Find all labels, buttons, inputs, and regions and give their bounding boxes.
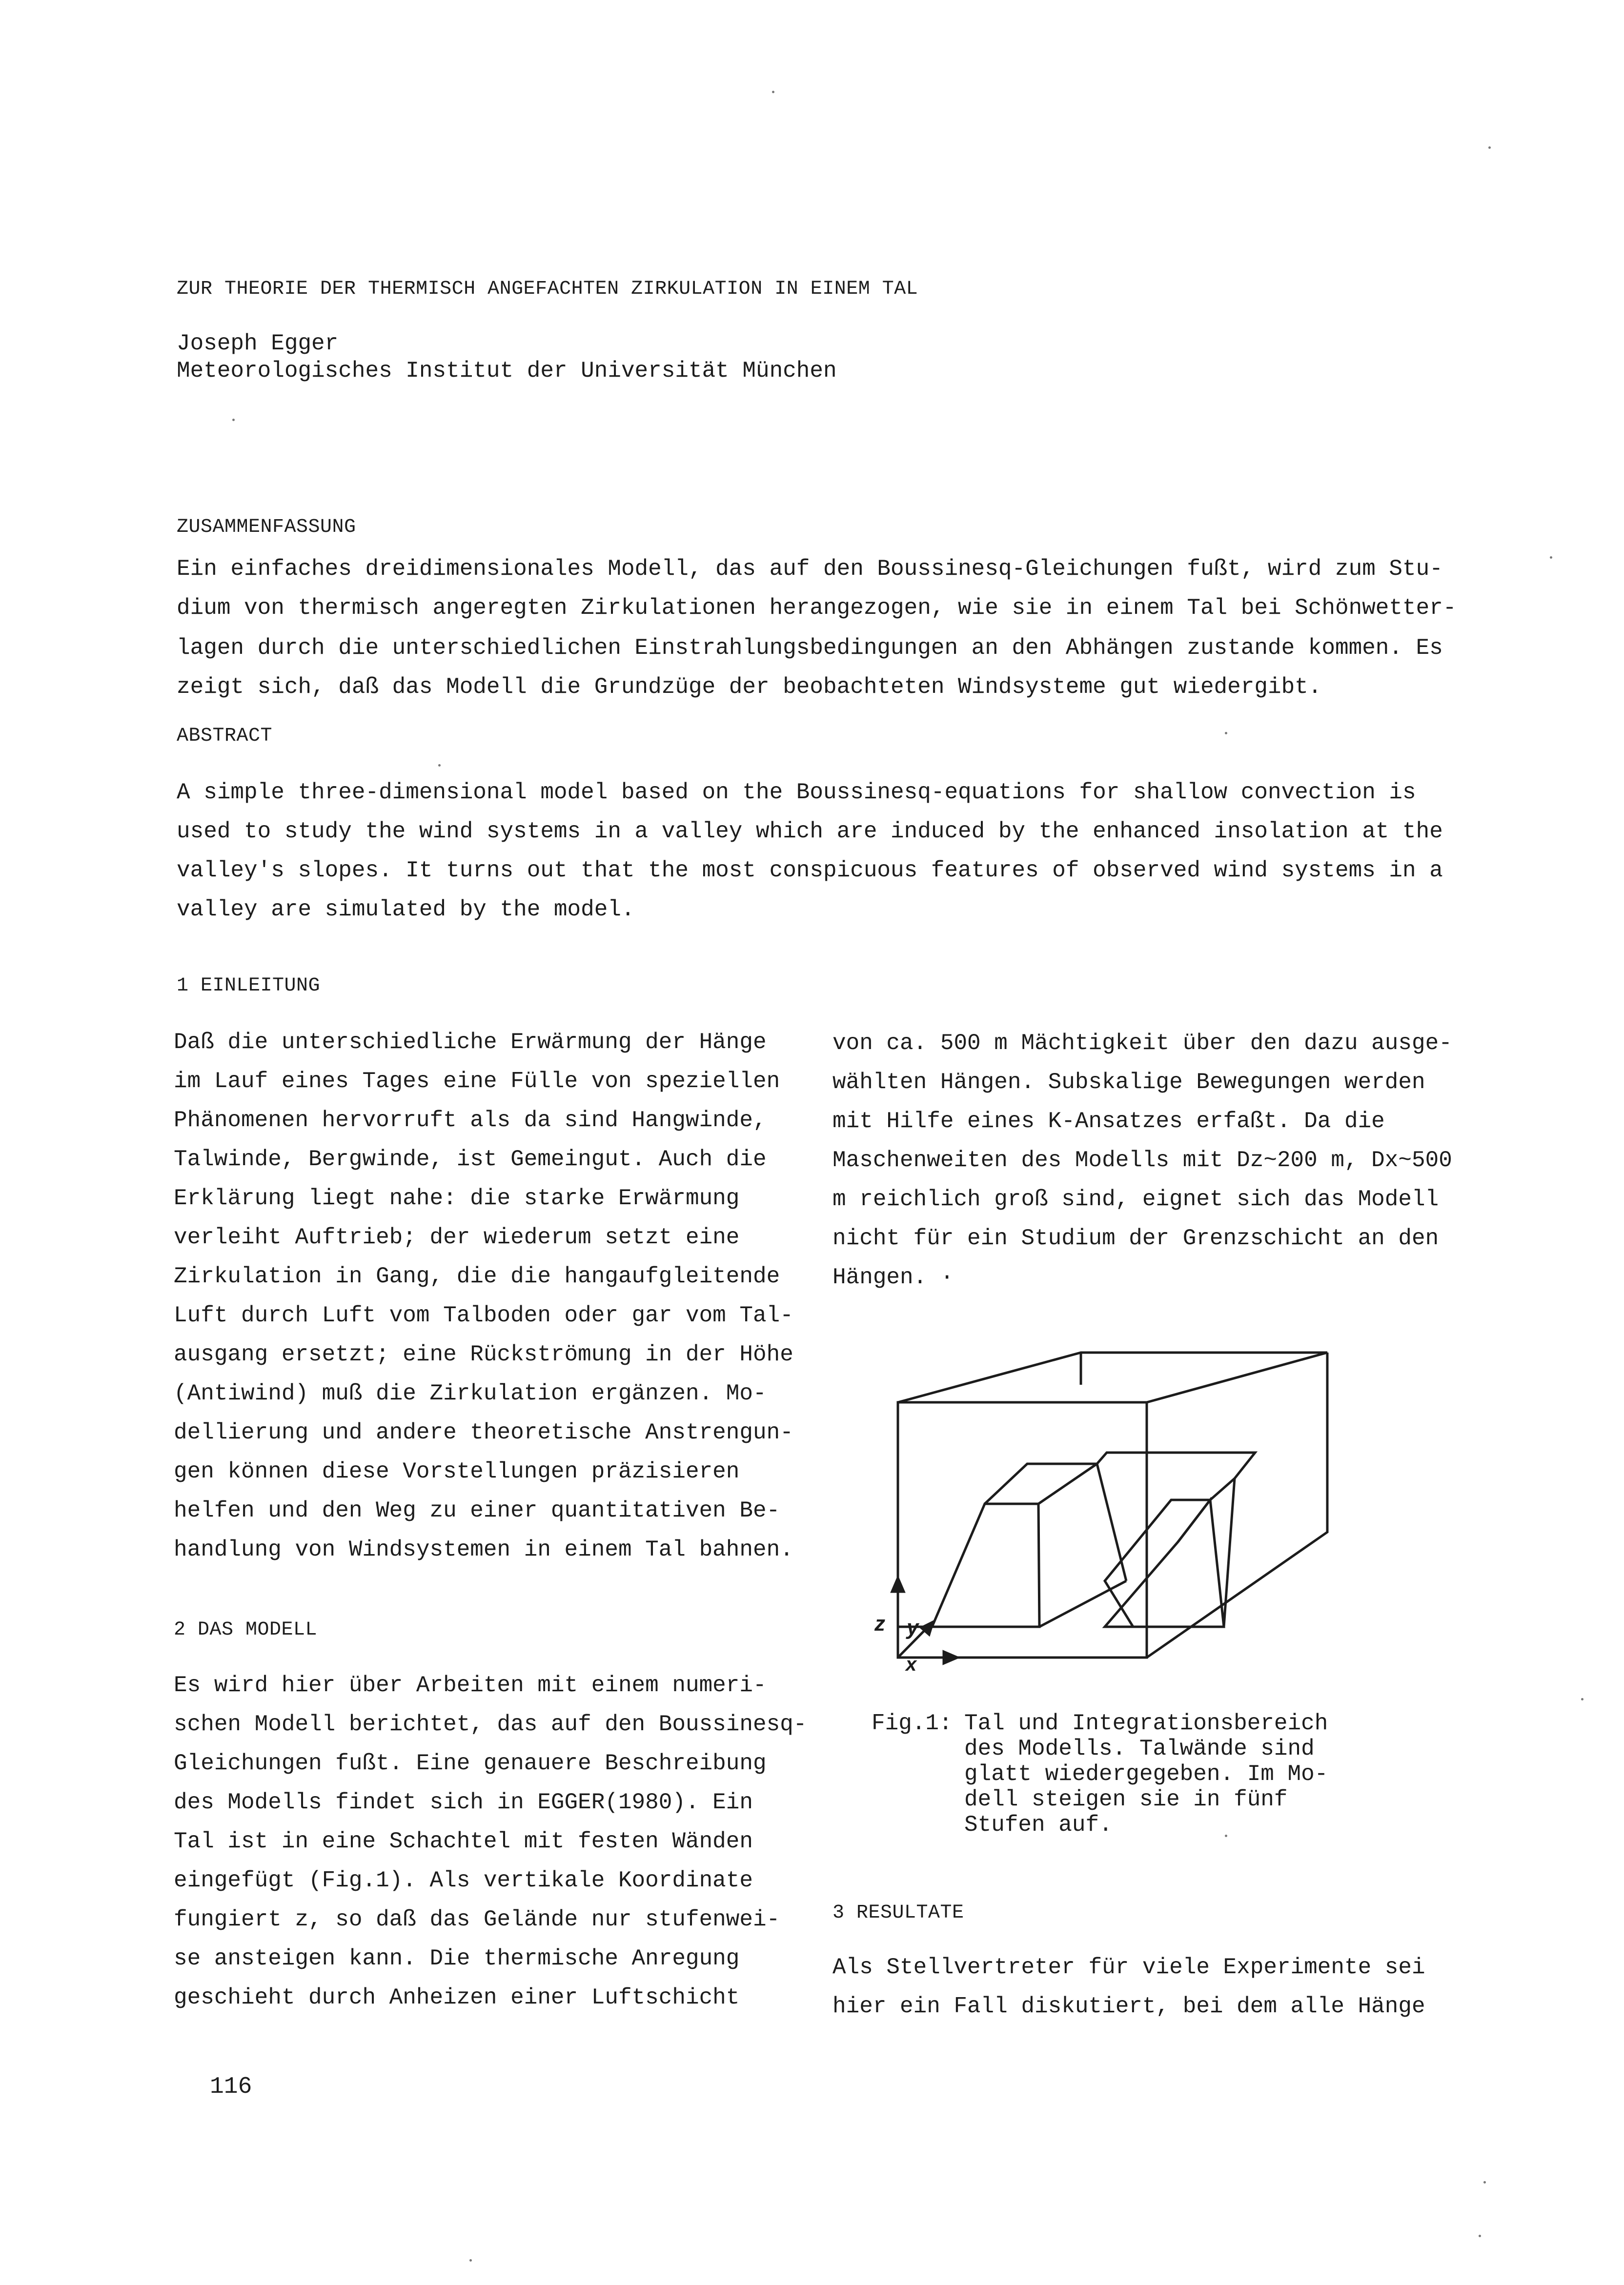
section-2-line: des Modells findet sich in EGGER(1980). Ein — [174, 1790, 753, 1815]
scan-speck — [1550, 556, 1552, 559]
author-name: Joseph Egger — [177, 331, 339, 356]
section-3-heading: 3 RESULTATE — [832, 1902, 964, 1924]
right-column-line: nicht für ein Studium der Grenzschicht an den — [832, 1226, 1439, 1251]
section-2-line: eingefügt (Fig.1). Als vertikale Koordinate — [174, 1868, 753, 1893]
scan-speck — [1488, 146, 1491, 149]
section-1-line: gen können diese Vorstellungen präzisieren — [174, 1459, 740, 1484]
section-1-line: im Lauf eines Tages eine Fülle von speziellen — [174, 1069, 780, 1094]
section-1-line: Phänomenen hervorruft als da sind Hangwinde, — [174, 1108, 767, 1133]
figure-caption-line: Tal und Integrationsbereich — [964, 1711, 1328, 1736]
zusammenfassung-line: zeigt sich, daß das Modell die Grundzüge der beobachteten Windsysteme gut wiedergibt. — [177, 674, 1322, 700]
page-number: 116 — [210, 2074, 252, 2100]
scan-speck — [438, 764, 441, 767]
section-2-line: fungiert z, so daß das Gelände nur stufenwei- — [174, 1907, 780, 1932]
box-right-face — [1147, 1353, 1327, 1658]
scan-speck — [772, 91, 774, 93]
right-column-line: Maschenweiten des Modells mit Dz~200 m, Dx~500 — [832, 1148, 1452, 1173]
zusammenfassung-line: Ein einfaches dreidimensionales Modell, das auf den Boussinesq-Gleichungen fußt, wird zum Stu- — [177, 556, 1443, 582]
section-1-line: dellierung und andere theoretische Anstrengun- — [174, 1420, 793, 1445]
scan-speck — [1225, 1835, 1227, 1837]
section-1-line: verleiht Auftrieb; der wiederum setzt eine — [174, 1225, 740, 1250]
section-1-heading: 1 EINLEITUNG — [177, 975, 321, 997]
valley-right-wall-front — [1224, 1478, 1235, 1627]
section-1-line: (Antiwind) muß die Zirkulation ergänzen. Mo- — [174, 1381, 767, 1406]
section-1-line: Daß die unterschiedliche Erwärmung der Hänge — [174, 1030, 767, 1055]
axis-z-label: z — [874, 1612, 885, 1636]
zusammenfassung-heading: ZUSAMMENFASSUNG — [177, 516, 356, 538]
figure-caption-line: des Modells. Talwände sind — [964, 1736, 1315, 1761]
paper-title: ZUR THEORIE DER THERMISCH ANGEFACHTEN ZIRKULATION IN EINEM TAL — [177, 278, 918, 300]
section-3-line: hier ein Fall diskutiert, bei dem alle Hänge — [832, 1994, 1425, 2019]
valley-floor-edge — [1039, 1581, 1126, 1627]
scan-speck — [1483, 2181, 1486, 2184]
scan-speck — [469, 2259, 472, 2262]
section-1-line: ausgang ersetzt; eine Rückströmung in der Höhe — [174, 1342, 793, 1367]
axis-y-label: y — [907, 1616, 919, 1639]
scan-speck — [1581, 1698, 1583, 1700]
figure-caption-line: glatt wiedergegeben. Im Mo- — [964, 1761, 1328, 1787]
section-2-heading: 2 DAS MODELL — [174, 1619, 318, 1641]
section-1-line: Erklärung liegt nahe: die starke Erwärmung — [174, 1186, 740, 1211]
valley-inner-edge — [1097, 1464, 1126, 1581]
section-2-line: se ansteigen kann. Die thermische Anregung — [174, 1946, 740, 1971]
section-1-line: Zirkulation in Gang, die die hangaufgleitende — [174, 1264, 780, 1289]
right-column-line: Hängen. · — [832, 1265, 954, 1290]
axis-x-label: x — [906, 1654, 917, 1675]
section-2-line: geschieht durch Anheizen einer Luftschicht — [174, 1985, 740, 2010]
abstract-line: valley are simulated by the model. — [177, 897, 635, 922]
zusammenfassung-line: dium von thermisch angeregten Zirkulationen herangezogen, wie sie in einem Tal bei Schönwetter- — [177, 595, 1457, 621]
abstract-line: A simple three-dimensional model based on the Boussinesq-equations for shallow convection is — [177, 780, 1416, 805]
box-top-face — [898, 1353, 1327, 1402]
scan-speck — [1225, 732, 1227, 734]
section-1-line: handlung von Windsystemen in einem Tal bahnen. — [174, 1537, 793, 1562]
right-column-line: m reichlich groß sind, eignet sich das Modell — [832, 1187, 1439, 1212]
abstract-line: used to study the wind systems in a valley which are induced by the enhanced insolation at the — [177, 819, 1443, 844]
section-1-line: helfen und den Weg zu einer quantitativen Be- — [174, 1498, 780, 1523]
section-2-line: Tal ist in eine Schachtel mit festen Wänden — [174, 1829, 753, 1854]
section-3-line: Als Stellvertreter für viele Experimente sei — [832, 1955, 1425, 1980]
section-1-line: Talwinde, Bergwinde, ist Gemeingut. Auch die — [174, 1147, 767, 1172]
section-2-line: Es wird hier über Arbeiten mit einem numeri- — [174, 1673, 767, 1698]
right-column-line: wählten Hängen. Subskalige Bewegungen werden — [832, 1070, 1425, 1095]
abstract-line: valley's slopes. It turns out that the most conspicuous features of observed wind systems in a — [177, 858, 1443, 883]
section-2-line: schen Modell berichtet, das auf den Boussinesq- — [174, 1712, 807, 1737]
figure-caption-line: Stufen auf. — [964, 1812, 1113, 1838]
figure-caption-label: Fig.1: — [872, 1711, 953, 1736]
abstract-heading: ABSTRACT — [177, 725, 273, 747]
author-affiliation: Meteorologisches Institut der Universität München — [177, 358, 837, 384]
zusammenfassung-line: lagen durch die unterschiedlichen Einstrahlungsbedingungen an den Abhängen zustande kommen. Es — [177, 635, 1443, 661]
section-2-line: Gleichungen fußt. Eine genauere Beschreibung — [174, 1751, 767, 1776]
right-column-line: mit Hilfe eines K-Ansatzes erfaßt. Da die — [832, 1109, 1385, 1134]
scan-speck — [1479, 2235, 1481, 2237]
figure-caption-line: dell steigen sie in fünf — [964, 1787, 1288, 1812]
x-axis-arrowhead — [944, 1652, 957, 1663]
right-column-line: von ca. 500 m Mächtigkeit über den dazu ausge- — [832, 1031, 1452, 1056]
section-1-line: Luft durch Luft vom Talboden oder gar vom Tal- — [174, 1303, 793, 1328]
scan-speck — [232, 419, 235, 421]
valley-left-wall — [932, 1504, 1039, 1627]
z-axis-arrowhead — [892, 1578, 904, 1592]
valley-left-wall-back — [1038, 1464, 1097, 1504]
valley-right-wall-back — [1178, 1500, 1210, 1542]
